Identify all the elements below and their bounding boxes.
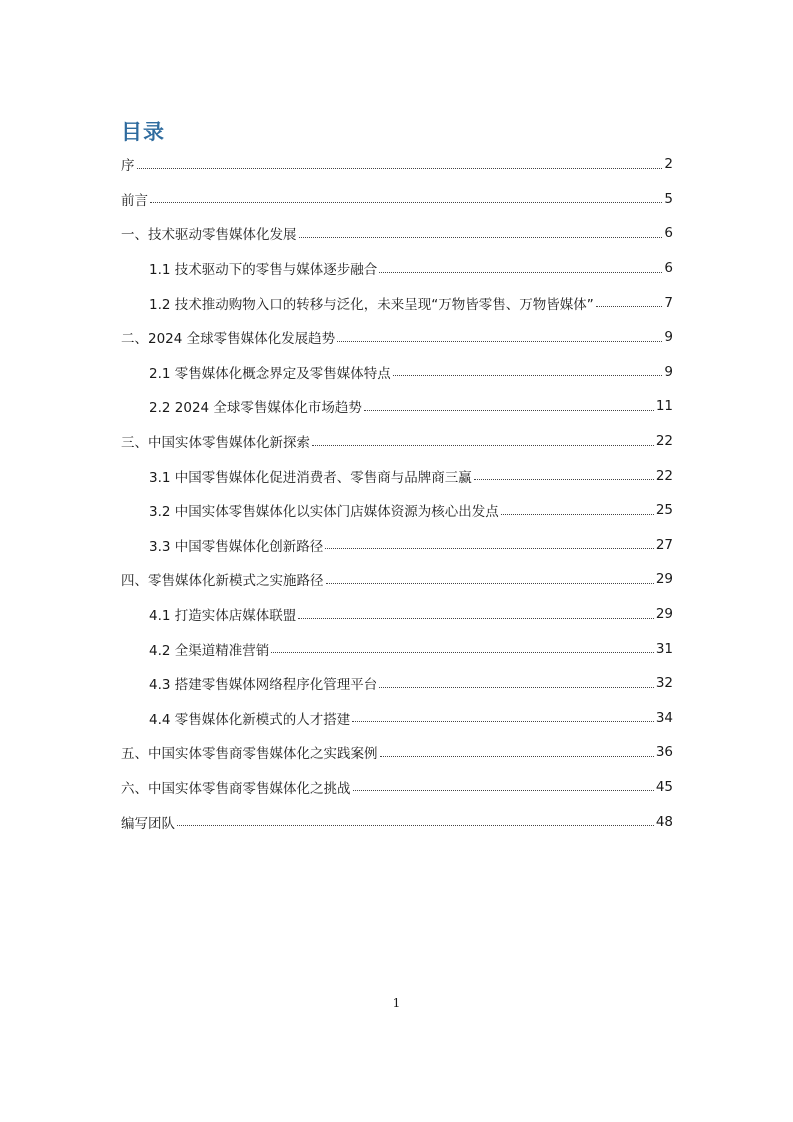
toc-title: 目录 [121, 120, 165, 144]
toc-entry[interactable] [121, 320, 673, 355]
toc-entry[interactable] [121, 458, 673, 493]
toc-dot-leader [474, 479, 654, 480]
toc-entry-page: 6 [664, 260, 673, 277]
toc-dot-leader [312, 445, 654, 446]
toc-entry-page: 31 [655, 640, 673, 657]
toc-entry[interactable] [121, 182, 673, 217]
toc-entry-label: 序 [121, 158, 135, 175]
toc-dot-leader [298, 618, 654, 619]
toc-entry[interactable] [121, 701, 673, 736]
toc-dot-leader [325, 548, 654, 549]
toc-entry-label: 4.4 零售媒体化新模式的人才搭建 [149, 711, 351, 728]
toc-dot-leader [150, 202, 662, 203]
toc-dot-leader [393, 375, 663, 376]
toc-entry-label: 一、技术驱动零售媒体化发展 [121, 227, 297, 244]
toc-entry[interactable] [121, 251, 673, 286]
toc-entry-label: 1.2 技术推动购物入口的转移与泛化，未来呈现“万物皆零售、万物皆媒体” [149, 296, 594, 313]
toc-dot-leader [177, 825, 654, 826]
page-number: 1 [392, 996, 401, 1010]
toc-dot-leader [299, 237, 663, 238]
toc-entry-label: 六、中国实体零售商零售媒体化之挑战 [121, 780, 351, 797]
toc-entry-label: 2.1 零售媒体化概念界定及零售媒体特点 [149, 365, 391, 382]
toc-dot-leader [379, 272, 662, 273]
toc-dot-leader [352, 721, 654, 722]
toc-entry[interactable] [121, 804, 673, 839]
toc-entry-page: 25 [655, 502, 673, 519]
toc-entry[interactable] [121, 770, 673, 805]
toc-entry-page: 34 [655, 709, 673, 726]
toc-entry-page: 29 [655, 571, 673, 588]
toc-entry-page: 27 [655, 536, 673, 553]
toc-entry-page: 9 [664, 363, 673, 380]
toc-entry-label: 3.2 中国实体零售媒体化以实体门店媒体资源为核心出发点 [149, 504, 499, 521]
toc-entry[interactable] [121, 389, 673, 424]
toc-dot-leader [326, 583, 654, 584]
toc-entry[interactable] [121, 493, 673, 528]
toc-entry-page: 22 [655, 433, 673, 450]
toc-entry[interactable] [121, 562, 673, 597]
toc-entry-page: 32 [655, 675, 673, 692]
toc-entry-label: 4.1 打造实体店媒体联盟 [149, 608, 297, 625]
toc-dot-leader [337, 341, 662, 342]
toc-entry-label: 三、中国实体零售媒体化新探索 [121, 435, 310, 452]
toc-entry[interactable] [121, 355, 673, 390]
toc-entry-label: 四、零售媒体化新模式之实施路径 [121, 573, 324, 590]
toc-entry-label: 3.1 中国零售媒体化促进消费者、零售商与品牌商三赢 [149, 469, 472, 486]
toc-dot-leader [364, 410, 654, 411]
toc-entry[interactable] [121, 216, 673, 251]
toc-entry-page: 7 [664, 294, 673, 311]
toc-dot-leader [501, 514, 654, 515]
toc-entry[interactable] [121, 631, 673, 666]
toc-entry-page: 36 [655, 744, 673, 761]
toc-dot-leader [596, 306, 663, 307]
toc-entry-label: 2.2 2024 全球零售媒体化市场趋势 [149, 400, 362, 417]
toc-dot-leader [137, 168, 663, 169]
toc-entry-label: 4.2 全渠道精准营销 [149, 642, 270, 659]
toc-entry[interactable] [121, 147, 673, 182]
toc-entry-page: 6 [664, 225, 673, 242]
toc-entry-label: 编写团队 [121, 815, 175, 832]
toc-entry-label: 1.1 技术驱动下的零售与媒体逐步融合 [149, 262, 378, 279]
toc-entry-page: 2 [664, 156, 673, 173]
toc-entry-page: 45 [655, 778, 673, 795]
toc-entry[interactable] [121, 285, 673, 320]
toc-entry[interactable] [121, 735, 673, 770]
toc-entry-page: 11 [655, 398, 673, 415]
toc-entry-label: 五、中国实体零售商零售媒体化之实践案例 [121, 746, 378, 763]
toc-dot-leader [271, 652, 654, 653]
toc-entry-page: 48 [655, 813, 673, 830]
toc-entry[interactable] [121, 666, 673, 701]
toc-entry-label: 前言 [121, 192, 148, 209]
toc-entry-page: 5 [664, 190, 673, 207]
toc-entry[interactable] [121, 424, 673, 459]
toc-entry-page: 29 [655, 606, 673, 623]
toc-dot-leader [353, 790, 654, 791]
toc-entry[interactable] [121, 528, 673, 563]
toc-entry-page: 22 [655, 467, 673, 484]
toc-list [121, 147, 673, 839]
toc-entry-label: 4.3 搭建零售媒体网络程序化管理平台 [149, 677, 378, 694]
toc-entry-label: 3.3 中国零售媒体化创新路径 [149, 538, 324, 555]
toc-dot-leader [379, 687, 654, 688]
toc-dot-leader [380, 756, 654, 757]
toc-entry[interactable] [121, 597, 673, 632]
toc-entry-label: 二、2024 全球零售媒体化发展趋势 [121, 331, 336, 348]
toc-entry-page: 9 [664, 329, 673, 346]
